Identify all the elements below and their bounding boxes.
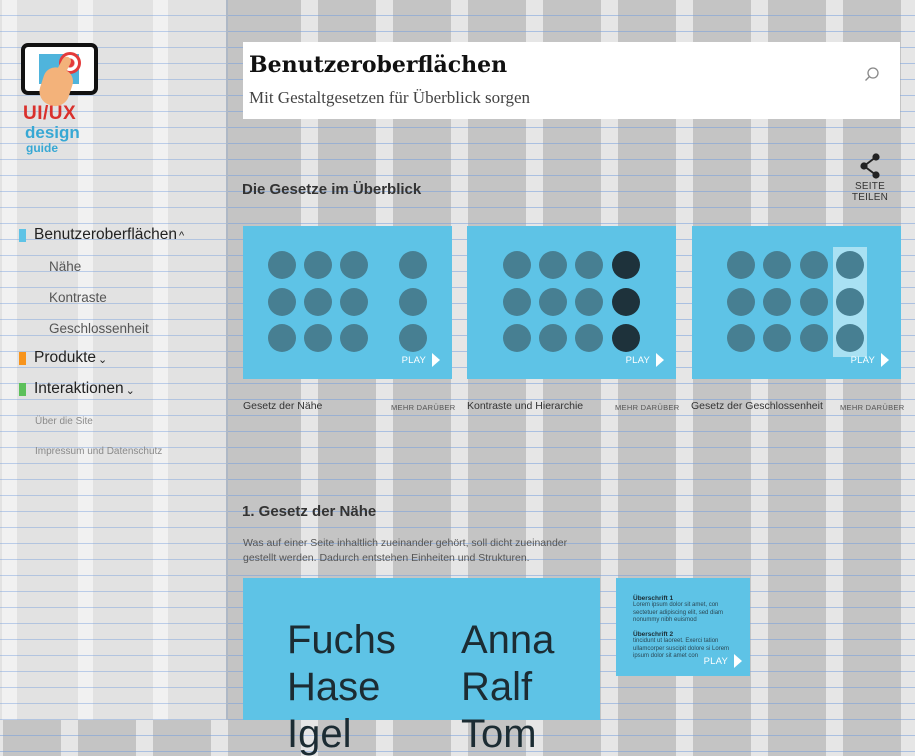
demo-word: Hase [287, 665, 381, 709]
nav-link-ueber-die-site[interactable]: Über die Site [35, 416, 93, 427]
logo-text-guide: guide [26, 141, 58, 155]
overview-heading: Die Gesetze im Überblick [242, 181, 422, 198]
chevron-up-icon: ^ [179, 230, 185, 242]
chevron-down-icon: ⌄ [98, 353, 108, 366]
proximity-demo-small[interactable] [616, 578, 750, 676]
dot [539, 251, 567, 279]
dot [304, 324, 332, 352]
logo-text-uiux: UI/UX [23, 103, 77, 124]
demo-text-2: tincidunt ut laoreet. Exerci tation ullamcorper suscipit dolore si Lorem ipsum dolor sit amet con [633, 638, 730, 659]
nav-subitem-kontraste[interactable]: Kontraste [49, 290, 107, 305]
dot [340, 324, 368, 352]
play-button[interactable] [704, 654, 742, 668]
dot [727, 251, 755, 279]
dot [575, 251, 603, 279]
share-button[interactable] [836, 152, 904, 203]
dot [836, 288, 864, 316]
demo-word: Ralf [461, 665, 533, 709]
more-link-naehe[interactable]: MEHR DARÜBER [391, 403, 456, 412]
dot [340, 251, 368, 279]
dot [304, 251, 332, 279]
nav-item-benutzeroberflaechen[interactable] [19, 226, 184, 244]
play-icon [734, 654, 742, 668]
nav-link-impressum[interactable]: Impressum und Datenschutz [35, 446, 163, 457]
dot [268, 288, 296, 316]
share-icon [857, 152, 883, 180]
demo-heading-1: Überschrift 1 [633, 595, 674, 602]
dot [800, 251, 828, 279]
dot [575, 288, 603, 316]
card-caption-kontraste[interactable]: Kontraste und Hierarchie [467, 400, 584, 412]
card-caption-naehe[interactable]: Gesetz der Nähe [243, 400, 323, 412]
card-caption-geschlossenheit[interactable]: Gesetz der Geschlossenheit [691, 400, 823, 412]
dot [800, 324, 828, 352]
dot [763, 251, 791, 279]
play-button[interactable] [851, 353, 889, 367]
dot [539, 324, 567, 352]
dot [399, 288, 427, 316]
dot [340, 288, 368, 316]
dot [268, 324, 296, 352]
section-text-naehe: Was auf einer Seite inhaltlich zueinander gehört, soll dicht zueinander gestellt werden. Dadurch entstehen Einheiten und Strukturen. [243, 537, 568, 564]
page-title: Benutzeroberflächen [249, 52, 508, 78]
dot [836, 251, 864, 279]
logo-text-design: design [25, 123, 80, 142]
play-button[interactable] [626, 353, 664, 367]
chevron-down-icon: ⌄ [125, 384, 135, 397]
nav-item-interaktionen[interactable] [19, 380, 135, 398]
play-icon [432, 353, 440, 367]
law-card-geschlossenheit[interactable] [692, 226, 901, 379]
dot-dark [612, 288, 640, 316]
dot-dark [612, 251, 640, 279]
demo-word: Igel [287, 712, 352, 756]
dot [503, 324, 531, 352]
search-icon[interactable] [864, 66, 880, 82]
dot [268, 251, 296, 279]
dot [763, 324, 791, 352]
demo-word: Anna [461, 618, 555, 662]
nav-item-label: Produkte [34, 349, 97, 366]
play-label: PLAY [703, 655, 728, 667]
dot [399, 251, 427, 279]
dot [575, 324, 603, 352]
section-heading-naehe: 1. Gesetz der Nähe [242, 503, 377, 520]
demo-word: Tom [461, 712, 537, 756]
sidebar-divider [226, 0, 228, 720]
dot [800, 288, 828, 316]
play-button[interactable] [402, 353, 440, 367]
dot [399, 324, 427, 352]
dot [503, 288, 531, 316]
dot [763, 288, 791, 316]
nav-color-marker [19, 229, 26, 242]
dot [727, 324, 755, 352]
law-card-naehe[interactable] [243, 226, 452, 379]
nav-item-label: Benutzeroberflächen [34, 226, 178, 243]
dot-dark [612, 324, 640, 352]
nav-color-marker [19, 352, 26, 365]
demo-word: Fuchs [287, 618, 396, 662]
dot [836, 324, 864, 352]
demo-heading-2: Überschrift 2 [633, 631, 674, 638]
proximity-demo-large [243, 578, 600, 756]
share-label: SEITE TEILEN [851, 181, 889, 203]
nav-item-produkte[interactable] [19, 349, 107, 367]
page-header [243, 42, 900, 119]
dot [539, 288, 567, 316]
play-label: PLAY [401, 354, 426, 366]
dot [727, 288, 755, 316]
dot [304, 288, 332, 316]
site-logo[interactable] [19, 42, 103, 160]
demo-text-1: Lorem ipsum dolor sit amet, con sectetuer adipiscing elit, sed diam nonummy nibh euismod [633, 602, 724, 623]
law-card-kontraste[interactable] [467, 226, 676, 379]
more-link-geschlossenheit[interactable]: MEHR DARÜBER [840, 403, 905, 412]
nav-subitem-naehe[interactable]: Nähe [49, 259, 82, 274]
play-label: PLAY [625, 354, 650, 366]
page-subtitle: Mit Gestaltgesetzen für Überblick sorgen [249, 88, 531, 107]
nav-subitem-geschlossenheit[interactable]: Geschlossenheit [49, 321, 149, 336]
play-icon [656, 353, 664, 367]
nav-item-label: Interaktionen [34, 380, 124, 397]
nav-color-marker [19, 383, 26, 396]
play-icon [881, 353, 889, 367]
dot [503, 251, 531, 279]
play-label: PLAY [850, 354, 875, 366]
more-link-kontraste[interactable]: MEHR DARÜBER [615, 403, 680, 412]
